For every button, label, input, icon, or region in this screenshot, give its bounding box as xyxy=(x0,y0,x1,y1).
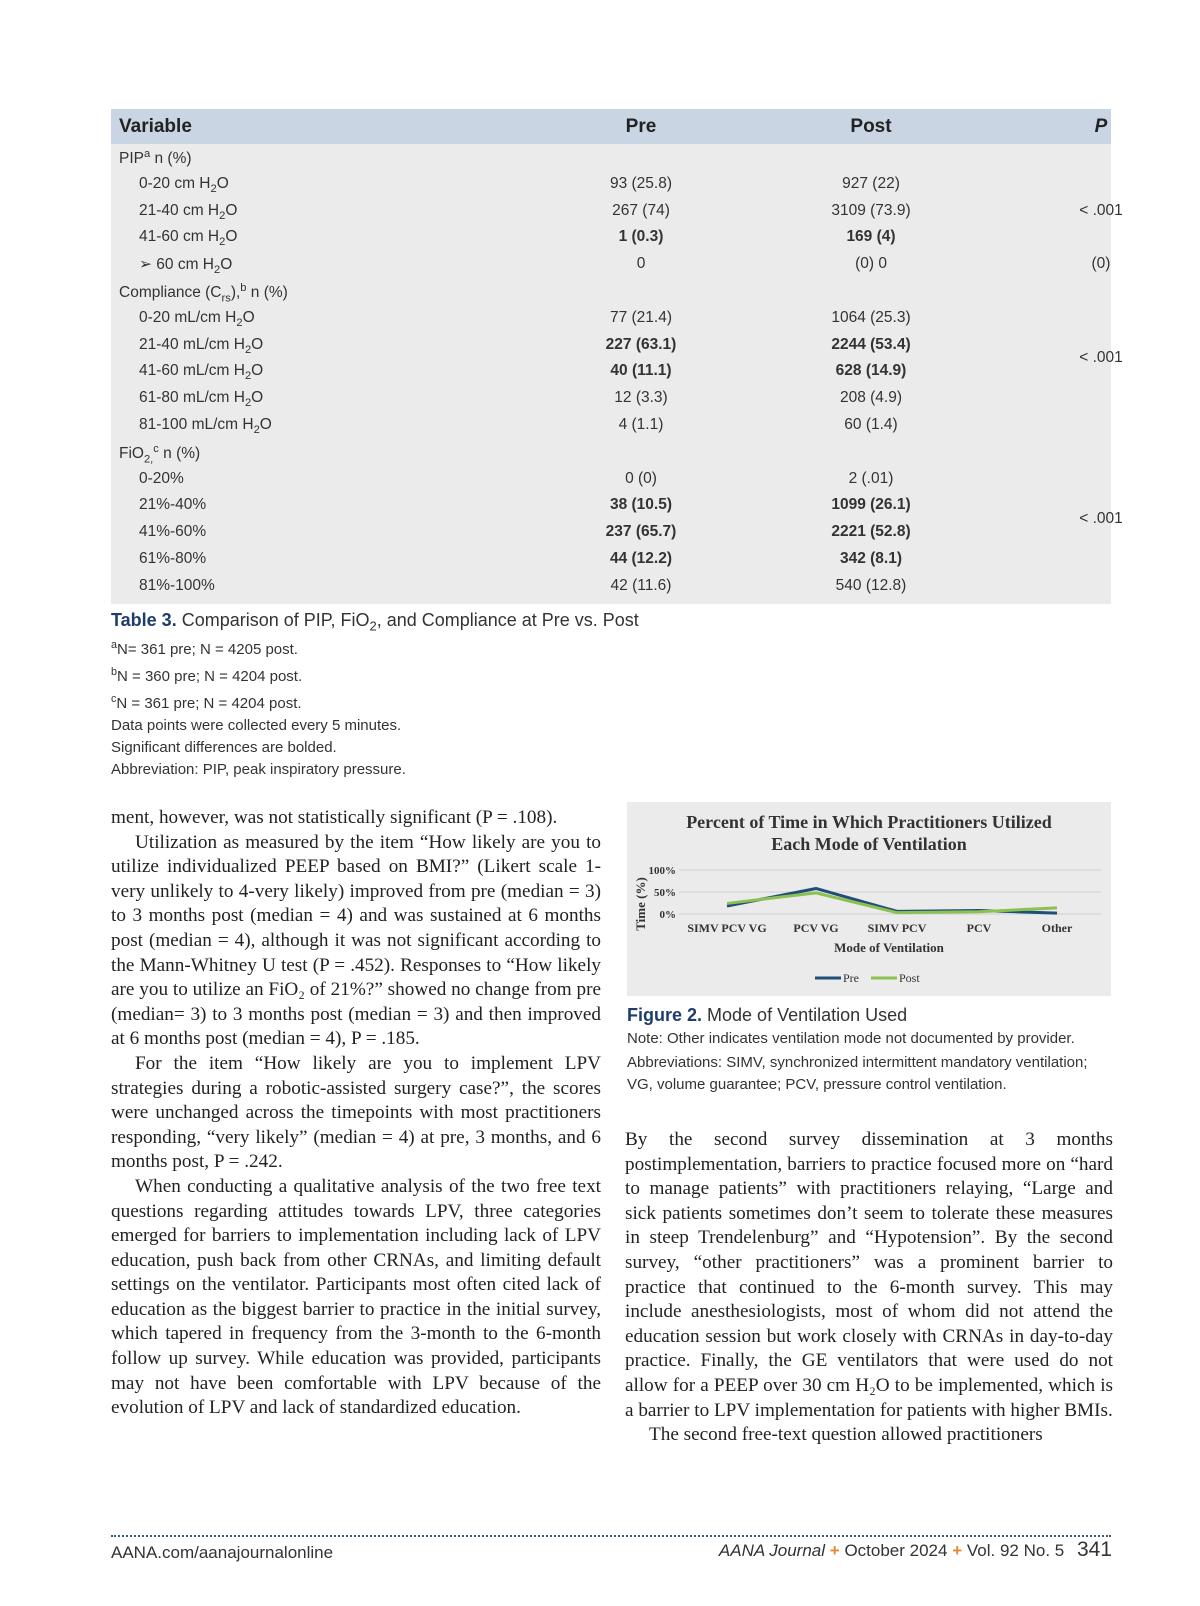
row-label: 41%-60% xyxy=(139,523,207,541)
post-value: 342 (8.1) xyxy=(839,549,903,567)
table-row xyxy=(111,358,1111,385)
section-label-sup: b xyxy=(240,281,247,294)
post-value: 2221 (52.8) xyxy=(831,523,911,541)
legend-label: Pre xyxy=(843,971,859,985)
pre-value: 42 (11.6) xyxy=(610,576,672,594)
figure-2-chart xyxy=(627,802,1111,996)
pre-value: 40 (11.1) xyxy=(610,362,672,380)
issue-date: October 2024 xyxy=(844,1541,948,1560)
row-label-sub: 2 xyxy=(210,182,217,195)
x-tick-label: SIMV PCV xyxy=(867,921,927,935)
section-label-main: FiO xyxy=(119,444,144,462)
table-notes xyxy=(111,634,639,781)
row-label: 0-20% xyxy=(139,469,184,487)
table-note: Data points were collected every 5 minutes. xyxy=(111,716,402,734)
header-pre: Pre xyxy=(625,116,657,137)
row-label: 81%-100% xyxy=(139,576,215,594)
pre-value: 38 (10.5) xyxy=(609,496,673,514)
table-row xyxy=(111,171,1111,198)
pre-value: 0 (0) xyxy=(625,469,657,487)
pre-value: 237 (65.7) xyxy=(605,523,677,541)
row-label-sub: 2 xyxy=(244,370,252,383)
figure-title: Mode of Ventilation Used xyxy=(707,1005,908,1025)
table-row xyxy=(111,519,1111,546)
table-header xyxy=(111,109,1111,144)
table-body xyxy=(111,144,1123,604)
table-note: $^c$N = 361 pre; N = 4204 post. xyxy=(111,692,302,712)
post-value: 1099 (26.1) xyxy=(831,496,911,514)
legend-label: Post xyxy=(899,971,920,985)
pre-value: 4 (1.1) xyxy=(618,415,664,433)
table-row xyxy=(111,492,1111,519)
y-tick-label: 100% xyxy=(648,865,676,877)
section-label-sup: c xyxy=(153,442,159,455)
row-label-sub: 2 xyxy=(244,343,252,356)
table-row xyxy=(111,224,1111,251)
row-label-sub: 2 xyxy=(253,424,260,437)
volume-number: Vol. 92 No. 5 xyxy=(966,1541,1065,1560)
section-label-sub: 2, xyxy=(143,453,154,466)
note-sup: a xyxy=(111,638,118,651)
row-label: 21-40 mL/cm $H_2O$ xyxy=(139,335,264,356)
row-label: 0-20 cm $H_2O$ xyxy=(139,174,229,195)
body-left-column xyxy=(111,806,601,1421)
x-tick-labels xyxy=(687,921,1073,935)
row-label: 81-100 mL/cm $H_2O$ xyxy=(139,415,272,437)
post-value: (0) 0 xyxy=(855,255,887,273)
plus-separator: + xyxy=(829,1541,840,1560)
table-row xyxy=(111,305,1111,332)
table-row xyxy=(111,198,1111,225)
line-chart xyxy=(627,802,1111,996)
chart-title-line-1: Percent of Time in Which Practitioners Utilized xyxy=(686,812,1052,832)
row-label: 61%-80% xyxy=(139,549,207,567)
x-tick-label: PCV xyxy=(966,921,992,935)
table-title-a: Comparison of PIP, FiO xyxy=(181,610,370,630)
figure-caption xyxy=(627,1005,1117,1096)
post-value: 2 (.01) xyxy=(848,469,894,487)
note-sup: c xyxy=(111,692,117,705)
post-value: 628 (14.9) xyxy=(835,362,907,380)
post-value: 1064 (25.3) xyxy=(831,308,911,326)
table-caption-title xyxy=(111,610,639,634)
post-value: 208 (4.9) xyxy=(839,389,903,407)
table-row xyxy=(111,466,1111,493)
journal-name: AANA Journal xyxy=(718,1541,826,1560)
row-label: 41-60 mL/cm $H_2O$ xyxy=(139,362,264,383)
post-value: 2244 (53.4) xyxy=(831,335,911,353)
pre-value: 227 (63.1) xyxy=(605,335,677,353)
figure-note: Note: Other indicates ventilation mode not documented by provider. xyxy=(627,1030,1075,1047)
paragraph: Utilization as measured by the item “How likely are you to utilize individualized PEEP based on BMI?” (Likert scale 1-very unlikely to 4-very likely) improved from pre (median = 3) to 3 months post (median = 4) and was sustained at 6 months post (median = 4), although it was not significant according to the Mann-Whitney U test (P = .452). Responses to “How likely are you to utilize an FiO₂ of 21%?” showed no change from pre (median= 3) to 3 months post (median = 3) and then improved at 6 months post (median = 4), P = .185. xyxy=(111,831,601,1050)
table-note: $^b$N = 360 pre; N = 4204 post. xyxy=(111,665,303,685)
table-row xyxy=(111,332,1111,359)
section-label-mid: ), xyxy=(230,284,241,302)
paragraph: For the item “How likely are you to implement LPV strategies during a robotic-assisted surgery case?”, the scores were unchanged across the timepoints with most practitioners responding, “very likely” (median = 4) at pre, 3 months, and 6 months post, P = .242. xyxy=(111,1052,601,1173)
table-caption xyxy=(111,610,639,781)
results-table xyxy=(111,109,1123,604)
y-tick-labels xyxy=(649,865,677,921)
section-label-rest: n (%) xyxy=(150,150,192,168)
row-label-sub: 2 xyxy=(219,236,226,249)
section-label-main: PIP xyxy=(119,150,144,168)
table-note: $^a$N= 361 pre; N = 4205 post. xyxy=(111,638,298,658)
body-right-column xyxy=(625,1128,1113,1448)
post-value: 540 (12.8) xyxy=(835,576,907,594)
table-section-label xyxy=(111,278,1111,305)
figure-abbreviations: Abbreviations: SIMV, synchronized intermittent mandatory ventilation; VG, volume guarantee; PCV, pressure control ventilation. xyxy=(627,1054,1088,1093)
table-row xyxy=(111,573,1111,600)
chart-title-line-2: Each Mode of Ventilation xyxy=(771,834,967,854)
figure-label: Figure 2. xyxy=(627,1005,703,1025)
table-note: Significant differences are bolded. xyxy=(111,738,337,756)
post-value: 3109 (73.9) xyxy=(831,201,911,219)
note-sup: b xyxy=(111,665,118,678)
post-value: 60 (1.4) xyxy=(844,415,898,433)
row-label-sub: 2 xyxy=(236,316,243,329)
row-label-sub: 2 xyxy=(244,397,252,410)
pre-value: 77 (21.4) xyxy=(609,308,673,326)
y-axis-label: Time (%) xyxy=(633,877,648,931)
pre-value: 1 (0.3) xyxy=(618,228,664,246)
row-label-sub: 2 xyxy=(214,264,221,277)
row-label: ➢ 60 cm $H_2O$ xyxy=(139,256,233,277)
p-value: < .001 xyxy=(1079,201,1123,219)
row-label: 21%-40% xyxy=(139,496,207,514)
header-p: P xyxy=(1094,116,1108,137)
section-label xyxy=(119,282,288,304)
paragraph: ment, however, was not statistically significant (P = .108). xyxy=(111,807,558,828)
pre-value: 12 (3.3) xyxy=(614,389,668,407)
row-label: 0-20 mL/cm $H_2O$ xyxy=(139,308,255,329)
section-label-sub: rs xyxy=(221,292,231,305)
table-row xyxy=(111,412,1111,439)
plus-separator: + xyxy=(952,1541,963,1560)
section-label-main: Compliance (C xyxy=(119,284,222,302)
row-label-sub: 2 xyxy=(219,209,226,222)
paragraph: When conducting a qualitative analysis of the two free text questions regarding attitudes towards LPV, three categories emerged for barriers to implementation including lack of LPV education, push back from other CRNAs, and limiting default settings on the ventilator. Participants most often cited lack of education as the biggest barrier to practice in the initial survey, which tapered in frequency from the 3-month to the 6-month follow up survey. While education was provided, participants may not have been comfortable with LPV because of the evolution of LPV and lack of standardized education. xyxy=(111,1175,601,1419)
section-label xyxy=(119,148,192,168)
table-note: Abbreviation: PIP, peak inspiratory pressure. xyxy=(111,760,406,778)
p-value: < .001 xyxy=(1079,349,1123,366)
table-label: Table 3. xyxy=(111,610,177,630)
pre-value: 0 xyxy=(636,255,646,273)
paragraph: By the second survey dissemination at 3 months postimplementation, barriers to practice focused more on “hard to manage patients” with practitioners relaying, “Large and sick patients sometimes don’t seem to tolerate these measures in steep Trendelenburg” and “Hypotension”. By the second survey, “other practitioners” was a prominent barrier to practice that continued to the 6-month survey. This may include anesthesiologists, most of whom did not attend the education session but work closely with CRNAs in day-to-day practice. Finally, the GE ventilators that were used do not allow for a PEEP over 30 cm H₂O to be implemented, which is a barrier to LPV implementation for patients with higher BMIs. xyxy=(625,1129,1113,1421)
post-value: 927 (22) xyxy=(842,174,900,192)
section-label-sup: a xyxy=(143,148,151,160)
section-label xyxy=(119,443,200,465)
table-section-label xyxy=(111,439,1111,466)
page-number: 341 xyxy=(1076,1538,1112,1561)
p-value: < .001 xyxy=(1079,509,1123,527)
table-row xyxy=(111,546,1111,573)
footer-journal-info xyxy=(719,1538,1112,1562)
paragraph: The second free-text question allowed practitioners xyxy=(649,1424,1043,1446)
chart-legend xyxy=(815,971,920,985)
header-post: Post xyxy=(850,116,892,137)
y-tick-label: 50% xyxy=(654,887,676,899)
header-variable: Variable xyxy=(119,116,192,137)
x-tick-label: Other xyxy=(1041,921,1073,935)
table-row xyxy=(111,385,1111,412)
row-label: 41-60 cm $H_2O$ xyxy=(139,228,238,249)
section-label-rest: n (%) xyxy=(246,284,288,302)
p-value-extra: (0) xyxy=(1091,255,1111,273)
table-section-label xyxy=(111,144,1111,171)
table-title-b: , and Compliance at Pre vs. Post xyxy=(376,610,639,630)
x-axis-label: Mode of Ventilation xyxy=(834,940,944,955)
footer-url: AANA.com/aanajournalonline xyxy=(111,1543,334,1562)
pre-value: 44 (12.2) xyxy=(609,549,673,567)
section-label-rest: n (%) xyxy=(158,444,201,462)
row-label: 21-40 cm $H_2O$ xyxy=(139,201,238,222)
pre-value: 93 (25.8) xyxy=(609,174,673,192)
x-tick-label: PCV VG xyxy=(793,921,839,935)
pre-value: 267 (74) xyxy=(612,201,670,219)
figure-caption-title xyxy=(627,1005,1117,1026)
row-label: 61-80 mL/cm $H_2O$ xyxy=(139,389,264,410)
footer-rule xyxy=(111,1535,1111,1537)
table-row xyxy=(111,251,1111,278)
x-tick-label: SIMV PCV VG xyxy=(687,921,767,935)
y-tick-label: 0% xyxy=(659,909,676,921)
post-value: 169 (4) xyxy=(846,228,896,246)
table-title-sub: 2 xyxy=(369,618,377,634)
